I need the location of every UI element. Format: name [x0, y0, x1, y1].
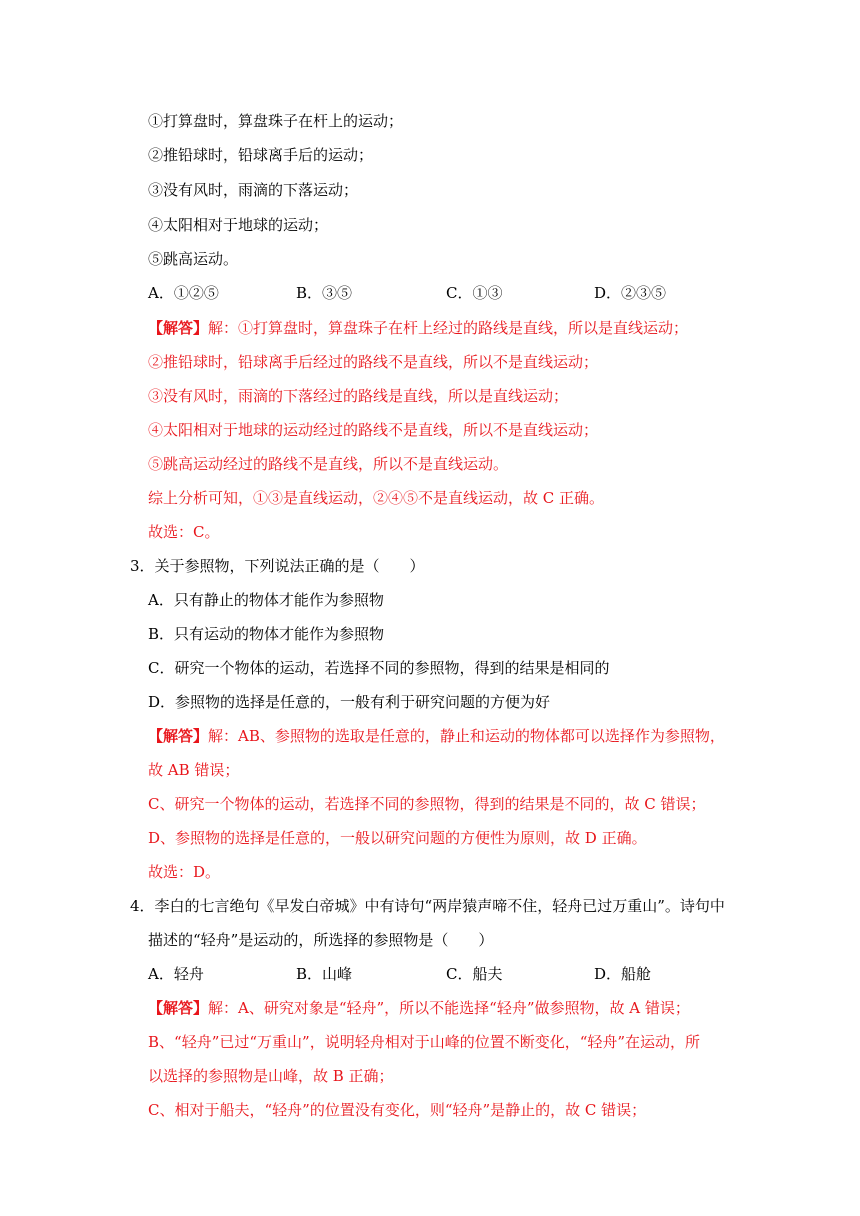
answer-label: 【解答】	[148, 319, 209, 337]
q2-item-5: ⑤跳高运动。	[148, 250, 239, 268]
answer-text: 解：A、研究对象是“轻舟”，所以不能选择“轻舟”做参照物，故 A 错误；	[208, 999, 690, 1017]
q2-answer-line-7: 故选：C。	[148, 523, 220, 541]
q3-option-b: B．只有运动的物体才能作为参照物	[148, 625, 385, 643]
q3-stem: 3．关于参照物，下列说法正确的是（ ）	[130, 557, 425, 575]
q4-option-b: B．山峰	[296, 965, 353, 983]
q4-stem-line-2: 描述的“轻舟”是运动的，所选择的参照物是（ ）	[148, 931, 494, 949]
q2-answer-line-1	[148, 318, 688, 338]
q2-answer-line-5: ⑤跳高运动经过的路线不是直线，所以不是直线运动。	[148, 455, 509, 473]
q3-option-a: A．只有静止的物体才能作为参照物	[148, 591, 384, 609]
q2-answer-line-4: ④太阳相对于地球的运动经过的路线不是直线，所以不是直线运动；	[148, 421, 599, 439]
q4-option-c: C．船夫	[446, 965, 503, 983]
q2-answer-line-3: ③没有风时，雨滴的下落经过的路线是直线，所以是直线运动；	[148, 387, 569, 405]
q3-answer-line-5: 故选：D。	[148, 863, 221, 881]
answer-label: 【解答】	[148, 727, 209, 745]
q4-stem-line-1: 4．李白的七言绝句《早发白帝城》中有诗句“两岸猿声啼不住，轻舟已过万重山”。诗句中	[130, 897, 725, 915]
q2-item-4: ④太阳相对于地球的运动；	[148, 216, 329, 234]
q4-answer-line-2: B、“轻舟”已过“万重山”，说明轻舟相对于山峰的位置不断变化，“轻舟”在运动，所	[148, 1033, 701, 1051]
answer-text: 解：AB、参照物的选取是任意的，静止和运动的物体都可以选择作为参照物，	[208, 727, 725, 745]
q2-answer-line-2: ②推铅球时，铅球离手后经过的路线不是直线，所以不是直线运动；	[148, 353, 599, 371]
q2-item-1: ①打算盘时，算盘珠子在杆上的运动；	[148, 112, 404, 130]
q4-answer-line-4: C、相对于船夫，“轻舟”的位置没有变化，则“轻舟”是静止的，故 C 错误；	[148, 1101, 647, 1119]
q2-item-2: ②推铅球时，铅球离手后的运动；	[148, 146, 374, 164]
q3-option-c: C．研究一个物体的运动，若选择不同的参照物，得到的结果是相同的	[148, 659, 610, 677]
q2-option-c: C．①③	[446, 284, 503, 302]
q2-item-3: ③没有风时，雨滴的下落运动；	[148, 181, 359, 199]
q2-option-b: B．③⑤	[296, 284, 353, 302]
q2-option-d: D．②③⑤	[594, 284, 667, 302]
answer-text: 解：①打算盘时，算盘珠子在杆上经过的路线是直线，所以是直线运动；	[208, 319, 689, 337]
q4-answer-line-3: 以选择的参照物是山峰，故 B 正确；	[148, 1067, 394, 1085]
q3-answer-line-1	[148, 726, 725, 746]
q2-option-a: A．①②⑤	[148, 284, 219, 302]
q2-answer-line-6: 综上分析可知，①③是直线运动，②④⑤不是直线运动，故 C 正确。	[148, 489, 605, 507]
q3-answer-line-3: C、研究一个物体的运动，若选择不同的参照物，得到的结果是不同的，故 C 错误；	[148, 795, 706, 813]
q4-option-d: D．船舱	[594, 965, 652, 983]
answer-label: 【解答】	[148, 999, 209, 1017]
q4-answer-line-1	[148, 998, 690, 1018]
q3-answer-line-2: 故 AB 错误；	[148, 761, 240, 779]
q3-option-d: D．参照物的选择是任意的，一般有利于研究问题的方便为好	[148, 693, 551, 711]
q4-option-a: A．轻舟	[148, 965, 204, 983]
q3-answer-line-4: D、参照物的选择是任意的，一般以研究问题的方便性为原则，故 D 正确。	[148, 829, 647, 847]
